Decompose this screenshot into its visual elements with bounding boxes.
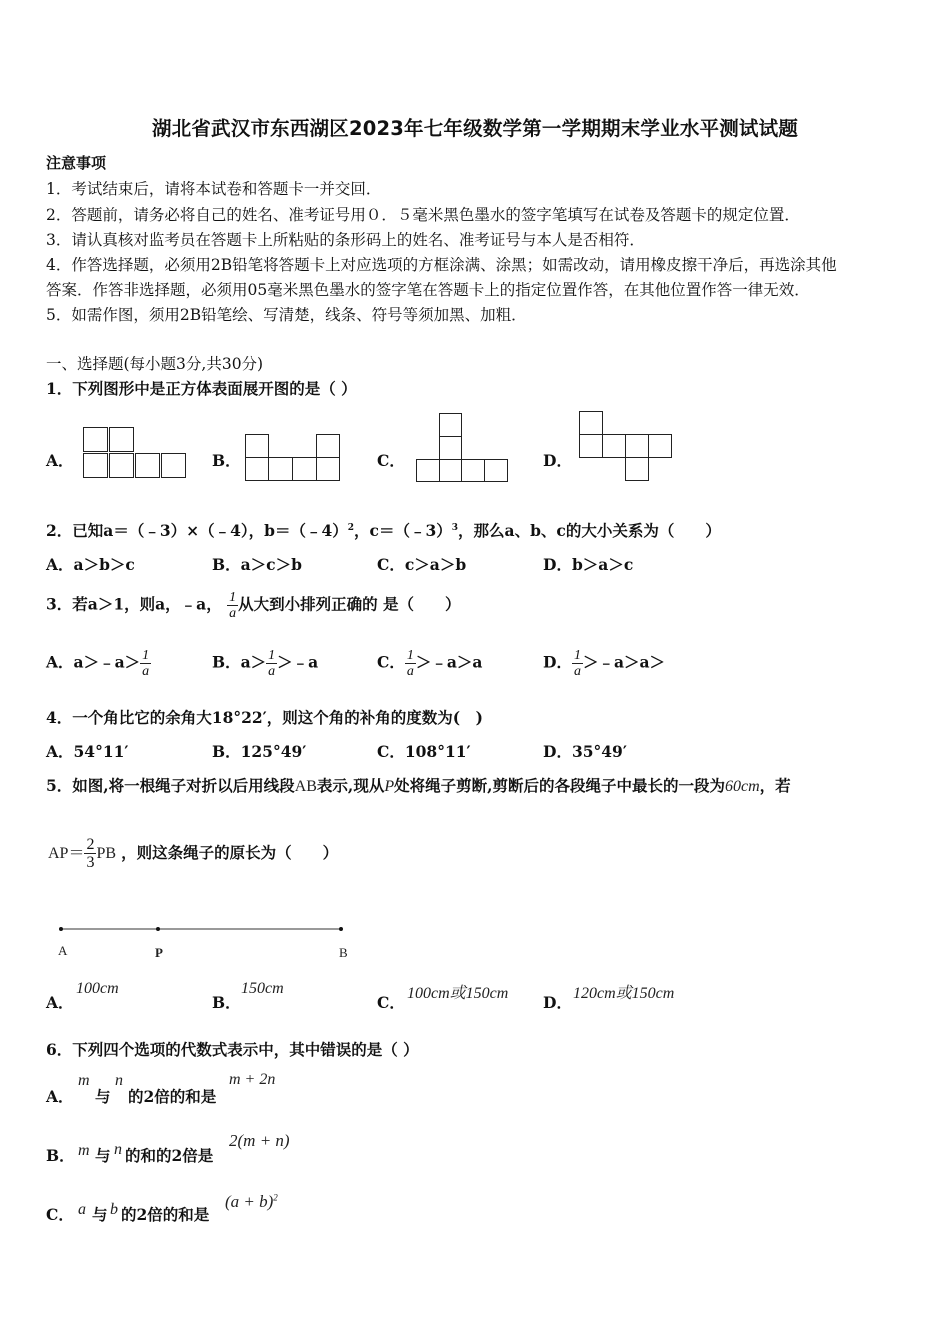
point-p-dot — [156, 927, 160, 931]
q6-text: 与 — [95, 1146, 111, 1165]
q6-text: 的2倍的和是 — [128, 1087, 217, 1106]
q2-stem-part: ，那么a、b、c的大小关系为（ ） — [458, 521, 721, 540]
q3-option-c: C． $\frac{1}{a}$ ＞﹣a＞a — [377, 648, 483, 679]
q6-text: 与 — [92, 1205, 108, 1224]
q3-option-d: D． $\frac{1}{a}$ ＞﹣a＞a＞ — [543, 648, 666, 679]
q5-option-d-label: D． — [543, 993, 572, 1012]
q5-option-b: 150cm — [241, 980, 284, 997]
q4-option-c: C．108°11′ — [377, 742, 471, 761]
q5-option-c: 100cm或150cm — [407, 985, 509, 1002]
question-3-stem — [46, 590, 461, 621]
notice-item: 1．考试结束后，请将本试卷和答题卡一并交回． — [46, 180, 382, 198]
q3-stem-part: 从大到小排列正确的 是（ ） — [238, 594, 461, 614]
notice-item: 4．作答选择题，必须用2B铅笔将答题卡上对应选项的方框涂满、涂黑；如需改动，请用橡皮擦干净后，再选涂其他 — [46, 256, 837, 274]
q2-option-a: A．a＞b＞c — [46, 555, 135, 574]
q1-option-b-label: B． — [212, 451, 241, 470]
q6-var-b: b — [110, 1201, 118, 1218]
q5-option-a-label: A． — [46, 993, 74, 1012]
q6-var-m: m — [78, 1142, 90, 1159]
notice-item: 答案．作答非选择题，必须用05毫米黑色墨水的签字笔在答题卡上的指定位置作答，在其他位置作答一律无效． — [46, 281, 810, 299]
q6-var-n: n — [115, 1072, 123, 1089]
q6-var-a: a — [78, 1201, 86, 1218]
q1-option-a-label: A． — [46, 451, 74, 470]
segment-ab-figure — [50, 918, 360, 966]
point-b-label: B — [339, 945, 348, 960]
q4-option-b: B．125°49′ — [212, 742, 307, 761]
notice-heading: 注意事项 — [46, 154, 107, 172]
question-5-stem: 5．如图,将一根绳子对折以后用线段AB表示,现从P处将绳子剪断,剪断后的各段绳子中最长的一段为60cm，若 — [46, 776, 791, 795]
q3-stem-part: 3．若a＞1，则a，﹣a， — [46, 594, 222, 614]
q6-option-b-label: B． — [46, 1146, 75, 1165]
question-2-stem — [46, 519, 721, 541]
q2-stem-part: ，c＝（﹣3） — [354, 521, 452, 540]
q6-option-b-expr: 2(m + n) — [229, 1131, 290, 1150]
notice-item: 3．请认真核对监考员在答题卡上所粘贴的条形码上的姓名、准考证号与本人是否相符． — [46, 231, 645, 249]
q2-exponent: 2 — [347, 522, 355, 533]
q6-text: 与 — [95, 1087, 111, 1106]
question-6-stem: 6．下列四个选项的代数式表示中，其中错误的是（ ） — [46, 1040, 419, 1059]
point-a-dot — [59, 927, 63, 931]
q2-option-d: D．b＞a＞c — [543, 555, 634, 574]
q2-stem-part: 2．已知a＝（﹣3）×（﹣4），b＝（﹣4） — [46, 521, 348, 540]
q6-option-a-expr: m + 2n — [229, 1071, 276, 1088]
q2-option-c: C．c＞a＞b — [377, 555, 467, 574]
q2-option-b: B．a＞c＞b — [212, 555, 302, 574]
page-title: 湖北省武汉市东西湖区2023年七年级数学第一学期期末学业水平测试试题 — [151, 117, 799, 140]
q6-var-m: m — [78, 1072, 90, 1089]
q1-option-c-label: C． — [377, 451, 405, 470]
q6-option-a-label: A． — [46, 1087, 74, 1106]
section-heading: 一、选择题(每小题3分,共30分) — [46, 355, 264, 373]
q5-option-b-label: B． — [212, 993, 241, 1012]
q3-option-a: A．a＞﹣a＞ $\frac{1}{a}$ — [46, 648, 150, 679]
q2-exponent: 3 — [451, 522, 459, 533]
q6-option-c-label: C． — [46, 1205, 74, 1224]
point-b-dot — [339, 927, 343, 931]
q5-option-a: 100cm — [76, 980, 119, 997]
question-4-stem: 4．一个角比它的余角大18°22′，则这个角的补角的度数为( ) — [46, 708, 483, 727]
notice-item: 5．如需作图，须用2B铅笔绘、写清楚，线条、符号等须加黑、加粗． — [46, 306, 527, 324]
fraction-1-over-a: $\frac{1}{a}$ — [229, 590, 237, 621]
q3-option-b: B．a＞ $\frac{1}{a}$ ＞﹣a — [212, 648, 319, 679]
q5-option-d: 120cm或150cm — [573, 985, 675, 1002]
q5-option-c-label: C． — [377, 993, 405, 1012]
q6-text: 的和的2倍是 — [125, 1146, 214, 1165]
q4-option-d: D．35°49′ — [543, 742, 627, 761]
q4-option-a: A．54°11′ — [46, 742, 129, 761]
notice-item: 2．答题前，请务必将自己的姓名、准考证号用０．５毫米黑色墨水的签字笔填写在试卷及答题卡的规定位置． — [46, 206, 800, 224]
question-1-stem: 1．下列图形中是正方体表面展开图的是（ ） — [46, 379, 357, 398]
q6-var-n: n — [114, 1141, 122, 1158]
q1-option-d-label: D． — [543, 451, 572, 470]
q6-text: 的2倍的和是 — [121, 1205, 210, 1224]
q6-option-c-expr: $(a + b)^2$ — [225, 1192, 278, 1211]
point-p-label: P — [155, 945, 163, 960]
point-a-label: A — [58, 943, 68, 958]
q5-condition: AP＝ $\frac{2}{3}$ PB ，则这条绳子的原长为（ ） — [48, 836, 339, 871]
